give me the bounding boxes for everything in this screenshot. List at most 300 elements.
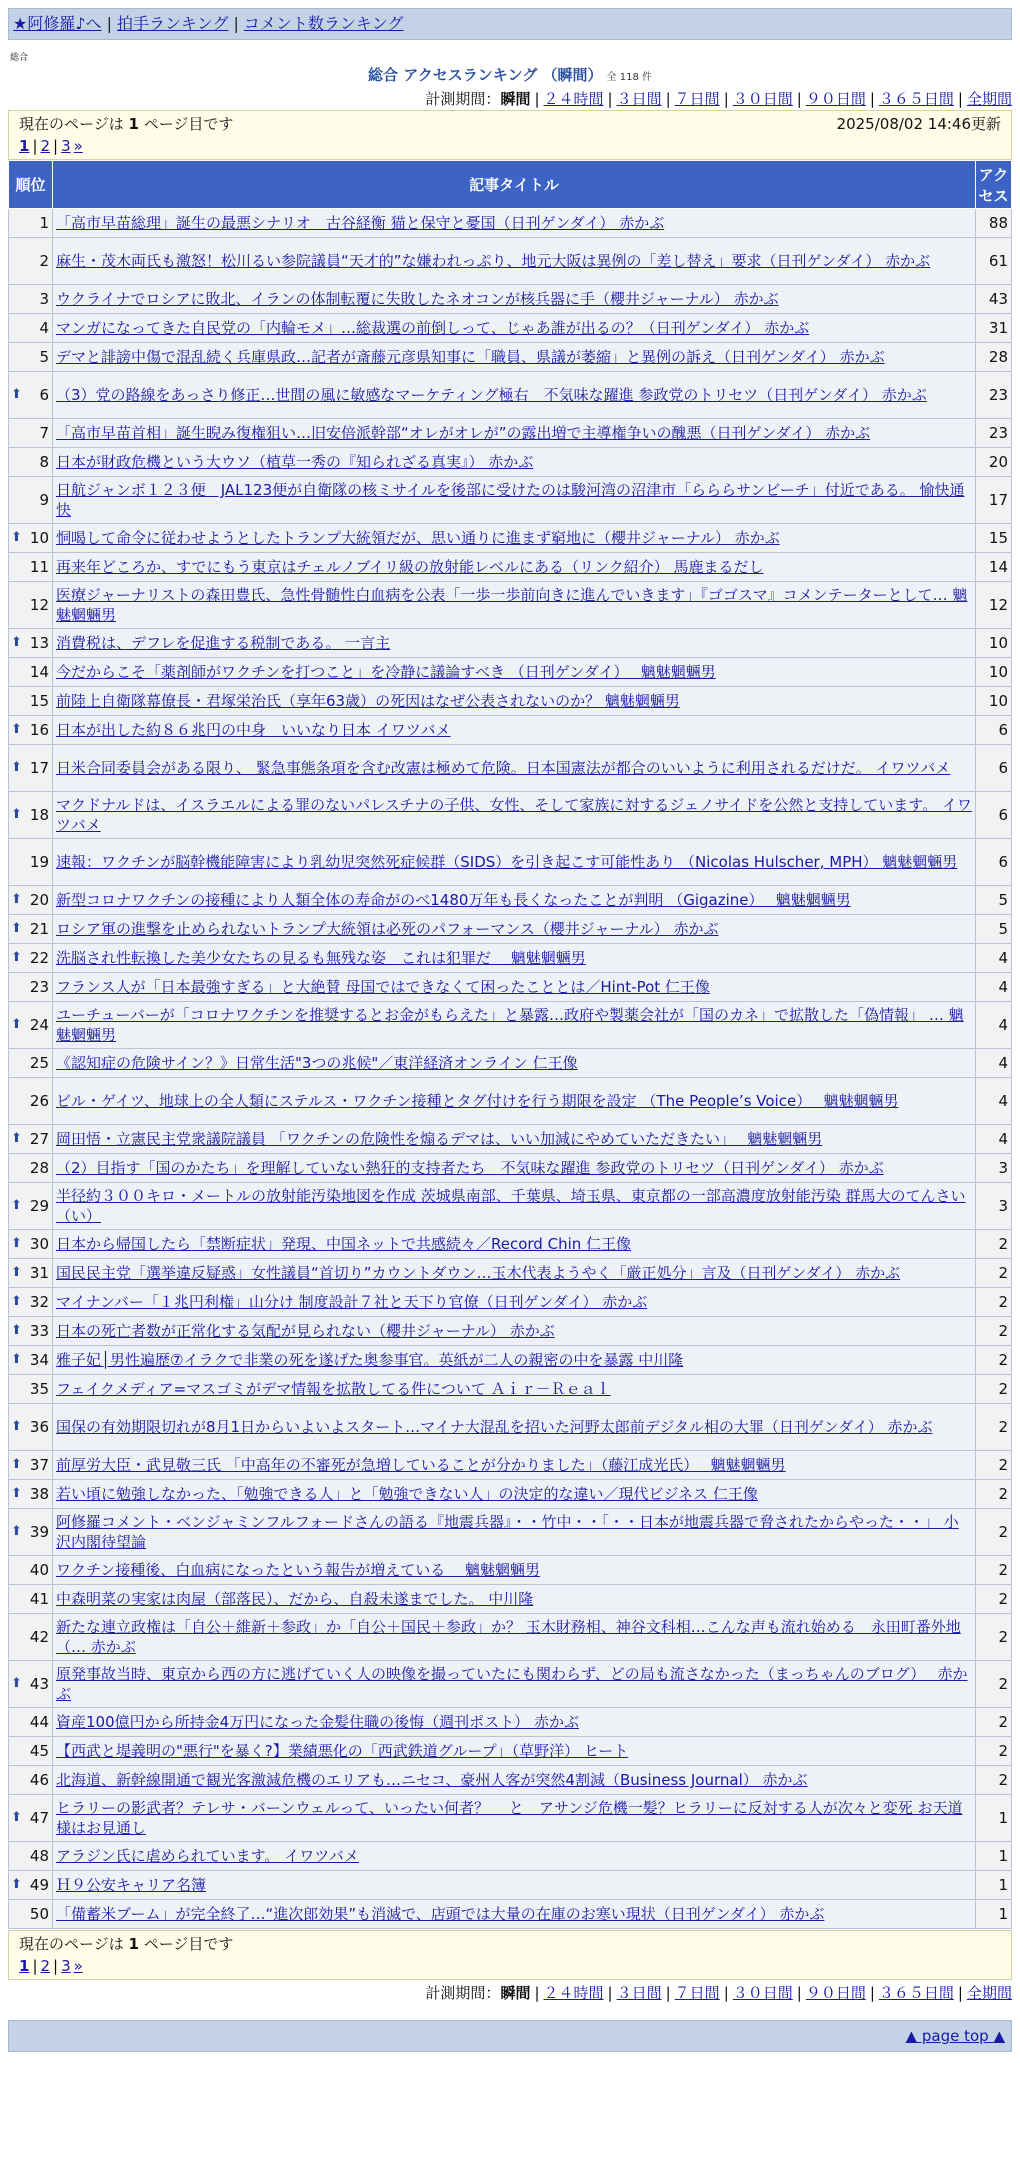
- access-count: 2: [976, 1708, 1012, 1737]
- pager-next-link[interactable]: »: [73, 1957, 83, 1975]
- up-arrow-icon: ⬆: [11, 1877, 22, 1892]
- article-link[interactable]: 新型コロナワクチンの接種により人類全体の寿命がのべ1480万年も長くなったことが判明 （Gigazine） 魑魅魍魎男: [56, 891, 851, 909]
- access-count: 61: [976, 238, 1012, 285]
- home-link[interactable]: ★阿修羅♪へ: [13, 14, 102, 33]
- article-link[interactable]: ワクチン接種後、白血病になったという報告が増えている 魑魅魍魎男: [56, 1561, 541, 1579]
- table-row: [9, 419, 1012, 448]
- period-link[interactable]: 全期間: [966, 1984, 1012, 2002]
- rank-number: 48: [29, 1847, 49, 1865]
- rank-number: 24: [29, 1016, 49, 1034]
- table-row: [9, 285, 1012, 314]
- table-row: [9, 448, 1012, 477]
- rank-cell: [9, 314, 53, 343]
- rank-number: 44: [29, 1713, 49, 1731]
- period-label: 計測期間：: [425, 1984, 501, 2002]
- up-arrow-icon: ⬆: [11, 1524, 22, 1539]
- rank-number: 22: [29, 949, 49, 967]
- title-cell: [53, 1509, 976, 1556]
- access-count: 23: [976, 372, 1012, 419]
- rank-header: 順位: [9, 161, 53, 209]
- table-row: [9, 1842, 1012, 1871]
- access-count: 12: [976, 582, 1012, 629]
- title-cell: [53, 629, 976, 658]
- rank-cell: [9, 1259, 53, 1288]
- up-arrow-icon: ⬆: [11, 635, 22, 650]
- pager-next-link[interactable]: »: [73, 137, 83, 155]
- access-count: 2: [976, 1288, 1012, 1317]
- access-count: 10: [976, 687, 1012, 716]
- table-row: [9, 1002, 1012, 1049]
- rank-cell: [9, 745, 53, 792]
- period-link[interactable]: ３６５日間: [878, 1984, 954, 2002]
- title-cell: [53, 285, 976, 314]
- rank-number: 4: [39, 319, 49, 337]
- rank-cell: [9, 1049, 53, 1078]
- title-cell: [53, 1842, 976, 1871]
- article-link[interactable]: 日本の死亡者数が正常化する気配が見られない（櫻井ジャーナル） 赤かぶ: [56, 1322, 555, 1340]
- rank-cell: [9, 1766, 53, 1795]
- title-cell: [53, 1375, 976, 1404]
- table-row: [9, 1154, 1012, 1183]
- title-cell: [53, 1183, 976, 1230]
- up-arrow-icon: ⬆: [11, 387, 22, 402]
- page-top-link[interactable]: ▲ page top ▲: [905, 2027, 1005, 2045]
- table-row: [9, 629, 1012, 658]
- rank-number: 17: [29, 759, 49, 777]
- table-row: [9, 1259, 1012, 1288]
- page-info-top: [8, 110, 1012, 160]
- rank-cell: [9, 1154, 53, 1183]
- rank-number: 3: [39, 290, 49, 308]
- rank-number: 7: [39, 424, 49, 442]
- access-count: 17: [976, 477, 1012, 524]
- title-cell: [53, 687, 976, 716]
- article-link[interactable]: 国保の有効期限切れが8月1日からいよいよスタート…マイナ大混乱を招いた河野太郎前デジタル相の大罪（日刊ゲンダイ） 赤かぶ: [56, 1418, 933, 1436]
- rank-cell: [9, 1585, 53, 1614]
- period-link[interactable]: ７日間: [674, 1984, 720, 2002]
- title-header: 記事タイトル: [53, 161, 976, 209]
- table-row: [9, 687, 1012, 716]
- title-cell: [53, 1288, 976, 1317]
- rank-number: 28: [29, 1159, 49, 1177]
- table-row: [9, 1708, 1012, 1737]
- rank-cell: [9, 582, 53, 629]
- rank-cell: [9, 886, 53, 915]
- article-link[interactable]: ユーチューバーが「コロナワクチンを推奨するとお金がもらえた」と暴露…政府や製薬会社が「国のカネ」で拡散した「偽情報」 … 魑魅魍魎男: [56, 1006, 964, 1044]
- rank-cell: [9, 1404, 53, 1451]
- access-count: 2: [976, 1404, 1012, 1451]
- rank-number: 49: [29, 1876, 49, 1894]
- access-count: 14: [976, 553, 1012, 582]
- rank-number: 6: [39, 386, 49, 404]
- rank-number: 13: [29, 634, 49, 652]
- rank-number: 47: [29, 1809, 49, 1827]
- article-link[interactable]: ロシア軍の進撃を止められないトランプ大統領は必死のパフォーマンス（櫻井ジャーナル） 赤かぶ: [56, 920, 719, 938]
- period-separator: |: [869, 1984, 875, 2002]
- current-page-text: 現在のページは 1 ページ目です: [19, 115, 234, 133]
- period-link[interactable]: ９０日間: [805, 1984, 866, 2002]
- up-arrow-icon: ⬆: [11, 1131, 22, 1146]
- title-cell: [53, 1002, 976, 1049]
- access-count: 2: [976, 1661, 1012, 1708]
- rank-cell: [9, 1871, 53, 1900]
- article-link[interactable]: 若い頃に勉強しなかった、「勉強できる人」と「勉強できない人」の決定的な違い／現代ビジネス 仁王像: [56, 1485, 758, 1503]
- access-count: 2: [976, 1375, 1012, 1404]
- rank-cell: [9, 716, 53, 745]
- rank-number: 1: [39, 214, 49, 232]
- ranking-table: [8, 160, 1012, 1929]
- article-link[interactable]: 日本が財政危機という大ウソ（植草一秀の『知られざる真実』） 赤かぶ: [56, 453, 534, 471]
- article-link[interactable]: 新たな連立政権は「自公＋維新＋参政」か「自公＋国民＋参政」か？ 玉木財務相、神谷文科相…こんな声も流れ始める 永田町番外地（… 赤かぶ: [56, 1618, 961, 1656]
- up-arrow-icon: ⬆: [11, 1457, 22, 1472]
- nav-separator: |: [233, 14, 239, 33]
- title-cell: [53, 915, 976, 944]
- rank-cell: [9, 973, 53, 1002]
- up-arrow-icon: ⬆: [11, 1323, 22, 1338]
- article-link[interactable]: ビル・ゲイツ、地球上の全人類にステルス・ワクチン接種とタグ付けを行う期限を設定 （The People’s Voice） 魑魅魍魎男: [56, 1092, 899, 1110]
- rank-number: 29: [29, 1197, 49, 1215]
- pager-separator: |: [53, 1957, 59, 1975]
- period-separator: |: [534, 90, 540, 108]
- period-link[interactable]: ２４時間: [543, 1984, 604, 2002]
- table-row: [9, 372, 1012, 419]
- access-count: 4: [976, 1078, 1012, 1125]
- article-link[interactable]: 「備蓄米ブーム」が完全終了…“進次郎効果”も消滅で、店頭では大量の在庫のお寒い現状（日刊ゲンダイ） 赤かぶ: [56, 1905, 825, 1923]
- article-link[interactable]: 前厚労大臣・武見敬三氏 「中高年の不審死が急増していることが分かりました」（藤江成光氏） 魑魅魍魎男: [56, 1456, 786, 1474]
- table-row: [9, 1556, 1012, 1585]
- title-cell: [53, 1317, 976, 1346]
- access-count: 31: [976, 314, 1012, 343]
- rank-number: 36: [29, 1418, 49, 1436]
- table-row: [9, 1585, 1012, 1614]
- table-row: [9, 238, 1012, 285]
- article-link[interactable]: 日航ジャンボ１２３便 JAL123便が自衛隊の核ミサイルを後部に受けたのは駿河湾の沼津市「らららサンビーチ」付近である。 愉快通快: [56, 481, 965, 519]
- access-count: 1: [976, 1900, 1012, 1929]
- table-row: [9, 1230, 1012, 1259]
- article-link[interactable]: 麻生・茂木両氏も激怒！松川るい参院議員“天才的”な嫌われっぷり、地元大阪は異例の「差し替え」要求（日刊ゲンダイ） 赤かぶ: [56, 252, 931, 270]
- table-row: [9, 1288, 1012, 1317]
- rank-number: 9: [39, 491, 49, 509]
- article-link[interactable]: 速報：ワクチンが脳幹機能障害により乳幼児突然死症候群（SIDS）を引き起こす可能性あり （Nicolas Hulscher, MPH） 魑魅魍魎男: [56, 853, 958, 871]
- table-row: [9, 1404, 1012, 1451]
- rank-number: 40: [29, 1561, 49, 1579]
- up-arrow-icon: ⬆: [11, 1017, 22, 1032]
- access-count: 4: [976, 973, 1012, 1002]
- access-count: 6: [976, 716, 1012, 745]
- up-arrow-icon: ⬆: [11, 1236, 22, 1251]
- rank-number: 41: [29, 1590, 49, 1608]
- article-link[interactable]: 原発事故当時、東京から西の方に逃げていく人の映像を撮っていたにも関わらず、どの局も流さなかった（まっちゃんのブログ） 赤かぶ: [56, 1665, 968, 1703]
- rank-number: 45: [29, 1742, 49, 1760]
- article-link[interactable]: 消費税は、デフレを促進する税制である。 一言主: [56, 634, 391, 652]
- comment-ranking-link[interactable]: コメント数ランキング: [243, 14, 404, 33]
- access-count: 6: [976, 839, 1012, 886]
- rank-number: 14: [29, 663, 49, 681]
- table-row: [9, 1614, 1012, 1661]
- rank-cell: [9, 1288, 53, 1317]
- title-cell: [53, 1154, 976, 1183]
- article-link[interactable]: マクドナルドは、イスラエルによる罪のないパレスチナの子供、女性、そして家族に対するジェノサイドを公然と支持しています。 イワツバメ: [56, 796, 972, 834]
- item-count: 全 118 件: [606, 72, 652, 83]
- pager-separator: |: [32, 137, 38, 155]
- rank-cell: [9, 1556, 53, 1585]
- article-link[interactable]: ウクライナでロシアに敗北、イランの体制転覆に失敗したネオコンが核兵器に手（櫻井ジャーナル） 赤かぶ: [56, 290, 779, 308]
- rank-cell: [9, 1078, 53, 1125]
- rank-number: 33: [29, 1322, 49, 1340]
- rank-number: 38: [29, 1485, 49, 1503]
- article-link[interactable]: アラジン氏に虐められています。 イワツバメ: [56, 1847, 359, 1865]
- article-link[interactable]: 岡田悟・立憲民主党衆議院議員 「ワクチンの危険性を煽るデマは、いい加減にやめていただきたい」 魑魅魍魎男: [56, 1130, 823, 1148]
- period-separator: |: [796, 1984, 802, 2002]
- access-count: 1: [976, 1842, 1012, 1871]
- period-separator: |: [665, 1984, 671, 2002]
- rank-number: 32: [29, 1293, 49, 1311]
- up-arrow-icon: ⬆: [11, 1419, 22, 1434]
- period-separator: |: [957, 1984, 963, 2002]
- period-link[interactable]: ３日間: [616, 1984, 662, 2002]
- pager-page-link[interactable]: 3: [61, 137, 71, 155]
- rank-number: 46: [29, 1771, 49, 1789]
- rank-number: 43: [29, 1675, 49, 1693]
- rank-cell: [9, 238, 53, 285]
- title-cell: [53, 716, 976, 745]
- rank-cell: [9, 1708, 53, 1737]
- title-cell: [53, 1556, 976, 1585]
- rank-number: 12: [29, 596, 49, 614]
- top-nav: [8, 8, 1012, 40]
- up-arrow-icon: ⬆: [11, 807, 22, 822]
- period-link[interactable]: ３日間: [616, 90, 662, 108]
- title-cell: [53, 1795, 976, 1842]
- rank-cell: [9, 448, 53, 477]
- rank-cell: [9, 553, 53, 582]
- period-separator: |: [723, 90, 729, 108]
- access-count: 2: [976, 1737, 1012, 1766]
- article-link[interactable]: デマと誹謗中傷で混乱続く兵庫県政…記者が斎藤元彦県知事に「職員、県議が萎縮」と異例の訴え（日刊ゲンダイ） 赤かぶ: [56, 348, 885, 366]
- article-link[interactable]: （3）党の路線をあっさり修正…世間の風に敏感なマーケティング極右 不気味な躍進 参政党のトリセツ（日刊ゲンダイ） 赤かぶ: [56, 386, 927, 404]
- rank-cell: [9, 839, 53, 886]
- rank-cell: [9, 1661, 53, 1708]
- pager-bottom: [19, 1955, 1001, 1977]
- table-row: [9, 1346, 1012, 1375]
- article-link[interactable]: 半径約３００キロ・メートルの放射能汚染地図を作成 茨城県南部、千葉県、埼玉県、東京都の一部高濃度放射能汚染 群馬大のてんさい（い）: [56, 1187, 966, 1225]
- article-link[interactable]: フランス人が「日本最強すぎる」と大絶賛 母国ではできなくて困ったこととは／Hint-Pot 仁王像: [56, 978, 710, 996]
- pager-page-link[interactable]: 3: [61, 1957, 71, 1975]
- page-info-bottom: [8, 1930, 1012, 1980]
- period-link[interactable]: ２４時間: [543, 90, 604, 108]
- access-count: 23: [976, 419, 1012, 448]
- period-link[interactable]: ３６５日間: [878, 90, 954, 108]
- title-cell: [53, 1585, 976, 1614]
- title-cell: [53, 792, 976, 839]
- title-cell: [53, 944, 976, 973]
- period-separator: |: [869, 90, 875, 108]
- access-count: 4: [976, 1002, 1012, 1049]
- article-link[interactable]: 雅子妃│男性遍歴⑦イラクで非業の死を遂げた奥参事官。英紙が二人の親密の中を暴露 中川隆: [56, 1351, 684, 1369]
- rank-number: 31: [29, 1264, 49, 1282]
- up-arrow-icon: ⬆: [11, 1294, 22, 1309]
- article-link[interactable]: 再来年どころか、すでにもう東京はチェルノブイリ級の放射能レベルにある（リンク紹介） 馬鹿まるだし: [56, 558, 764, 576]
- table-row: [9, 1451, 1012, 1480]
- period-separator: |: [957, 90, 963, 108]
- title-cell: [53, 419, 976, 448]
- title-cell: [53, 582, 976, 629]
- article-link[interactable]: マンガになってきた自民党の「内輪モメ」…総裁選の前倒しって、じゃあ誰が出るの？（日刊ゲンダイ） 赤かぶ: [56, 319, 810, 337]
- table-row: [9, 343, 1012, 372]
- rank-cell: [9, 1451, 53, 1480]
- ranking-title: 総合 アクセスランキング （瞬間）: [368, 66, 603, 84]
- up-arrow-icon: ⬆: [11, 530, 22, 545]
- access-count: 2: [976, 1585, 1012, 1614]
- title-cell: [53, 1230, 976, 1259]
- rank-cell: [9, 1795, 53, 1842]
- updated-time: 2025/08/02 14:46更新: [836, 115, 1001, 133]
- rank-number: 50: [29, 1905, 49, 1923]
- page-title: [8, 65, 1012, 88]
- table-row: [9, 1661, 1012, 1708]
- article-link[interactable]: 阿修羅コメント・ベンジャミンフルフォードさんの語る『地震兵器』・・竹中・・「・・日本が地震兵器で脅されたからやった・・」 小沢内閣待望論: [56, 1513, 959, 1551]
- rank-cell: [9, 687, 53, 716]
- period-link[interactable]: 全期間: [966, 90, 1012, 108]
- table-row: [9, 839, 1012, 886]
- pager-page-link[interactable]: 1: [19, 137, 30, 155]
- title-cell: [53, 1766, 976, 1795]
- table-row: [9, 716, 1012, 745]
- table-row: [9, 1375, 1012, 1404]
- title-cell: [53, 1078, 976, 1125]
- rank-cell: [9, 1002, 53, 1049]
- title-cell: [53, 839, 976, 886]
- rank-cell: [9, 915, 53, 944]
- rank-number: 39: [29, 1523, 49, 1541]
- access-count: 1: [976, 1795, 1012, 1842]
- table-row: [9, 1795, 1012, 1842]
- access-count: 4: [976, 1049, 1012, 1078]
- rank-cell: [9, 1375, 53, 1404]
- article-link[interactable]: 恫喝して命令に従わせようとしたトランプ大統領だが、思い通りに進まず窮地に（櫻井ジャーナル） 赤かぶ: [56, 529, 780, 547]
- article-link[interactable]: 「高市早苗総理」誕生の最悪シナリオ 古谷経衡 猫と保守と憂国（日刊ゲンダイ） 赤かぶ: [56, 214, 665, 232]
- up-arrow-icon: ⬆: [11, 1676, 22, 1691]
- pager-page-link[interactable]: 1: [19, 1957, 30, 1975]
- article-link[interactable]: （2）目指す「国のかたち」を理解していない熱狂的支持者たち 不気味な躍進 参政党のトリセツ（日刊ゲンダイ） 赤かぶ: [56, 1159, 884, 1177]
- period-separator: |: [534, 1984, 540, 2002]
- article-link[interactable]: 今だからこそ「薬剤師がワクチンを打つこと」を冷静に議論すべき （日刊ゲンダイ） 魑魅魍魎男: [56, 663, 716, 681]
- article-link[interactable]: 資産100億円から所持金4万円になった金髪住職の後悔（週刊ポスト） 赤かぶ: [56, 1713, 579, 1731]
- article-link[interactable]: マイナンバー「１兆円利権」山分け 制度設計７社と天下り官僚（日刊ゲンダイ） 赤かぶ: [56, 1293, 648, 1311]
- article-link[interactable]: 医療ジャーナリストの森田豊氏、急性骨髄性白血病を公表「一歩一歩前向きに進んでいきます」『ゴゴスマ』コメンテーターとして… 魑魅魍魎男: [56, 586, 968, 624]
- period-label: 計測期間：: [425, 90, 501, 108]
- title-cell: [53, 209, 976, 238]
- article-link[interactable]: 前陸上自衛隊幕僚長・君塚栄治氏（享年63歳）の死因はなぜ公表されないのか？ 魑魅魍魎男: [56, 692, 680, 710]
- rank-number: 16: [29, 721, 49, 739]
- title-cell: [53, 238, 976, 285]
- up-arrow-icon: ⬆: [11, 1265, 22, 1280]
- period-current: 瞬間: [500, 1984, 531, 2002]
- period-link[interactable]: ３０日間: [732, 90, 793, 108]
- period-link[interactable]: ３０日間: [732, 1984, 793, 2002]
- title-cell: [53, 1259, 976, 1288]
- rank-cell: [9, 524, 53, 553]
- period-separator: |: [665, 90, 671, 108]
- table-row: [9, 1480, 1012, 1509]
- table-row: [9, 658, 1012, 687]
- article-link[interactable]: 洗脳され性転換した美少女たちの見るも無残な姿 これは犯罪だ 魑魅魍魎男: [56, 949, 586, 967]
- up-arrow-icon: ⬆: [11, 950, 22, 965]
- rank-number: 23: [29, 978, 49, 996]
- article-link[interactable]: 「高市早苗首相」誕生睨み復権狙い…旧安倍派幹部“オレがオレが”の露出増で主導権争いの醜悪（日刊ゲンダイ） 赤かぶ: [56, 424, 871, 442]
- access-count: 10: [976, 629, 1012, 658]
- pager-page-link[interactable]: 2: [40, 1957, 51, 1975]
- rank-cell: [9, 1183, 53, 1230]
- article-link[interactable]: 日本から帰国したら「禁断症状」発現、中国ネットで共感続々／Record Chin 仁王像: [56, 1235, 632, 1253]
- article-link[interactable]: ヒラリーの影武者？テレサ・バーンウェルって、いったい何者？ と アサンジ危機一髪？ヒラリーに反対する人が次々と変死 お天道様はお見通し: [56, 1799, 963, 1837]
- rank-cell: [9, 209, 53, 238]
- rank-number: 37: [29, 1456, 49, 1474]
- access-count: 2: [976, 1509, 1012, 1556]
- access-count: 5: [976, 915, 1012, 944]
- title-cell: [53, 886, 976, 915]
- rank-number: 42: [29, 1628, 49, 1646]
- access-count: 2: [976, 1556, 1012, 1585]
- pager-separator: |: [32, 1957, 38, 1975]
- up-arrow-icon: ⬆: [11, 722, 22, 737]
- article-link[interactable]: 日本が出した約８６兆円の中身 いいなり日本 イワツバメ: [56, 721, 451, 739]
- table-row: [9, 944, 1012, 973]
- article-link[interactable]: 北海道、新幹線開通で観光客激減危機のエリアも…ニセコ、豪州人客が突然4割減（Business Journal） 赤かぶ: [56, 1771, 808, 1789]
- title-cell: [53, 1900, 976, 1929]
- access-count: 6: [976, 792, 1012, 839]
- article-link[interactable]: 《認知症の危険サイン？》日常生活"3つの兆候"／東洋経済オンライン 仁王像: [56, 1054, 578, 1072]
- period-link[interactable]: ９０日間: [805, 90, 866, 108]
- title-cell: [53, 372, 976, 419]
- article-link[interactable]: 日米合同委員会がある限り、 緊急事態条項を含む改憲は極めて危険。日本国憲法が都合のいいように利用されるだけだ。 イワツバメ: [56, 759, 951, 777]
- rank-cell: [9, 343, 53, 372]
- title-cell: [53, 524, 976, 553]
- title-cell: [53, 1614, 976, 1661]
- access-header: アクセス: [976, 161, 1012, 209]
- article-link[interactable]: 国民民主党「選挙違反疑惑」女性議員“首切り”カウントダウン…玉木代表ようやく「厳正処分」言及（日刊ゲンダイ） 赤かぶ: [56, 1264, 901, 1282]
- article-link[interactable]: フェイクメディア=マスゴミがデマ情報を拡散してる件について Ａｉｒ－Ｒｅａｌ: [56, 1380, 611, 1398]
- article-link[interactable]: Ｈ９公安キャリア名簿: [56, 1876, 207, 1894]
- access-count: 2: [976, 1614, 1012, 1661]
- period-link[interactable]: ７日間: [674, 90, 720, 108]
- rank-cell: [9, 477, 53, 524]
- rank-cell: [9, 1317, 53, 1346]
- title-cell: [53, 1451, 976, 1480]
- period-separator: |: [607, 1984, 613, 2002]
- clap-ranking-link[interactable]: 拍手ランキング: [116, 14, 229, 33]
- access-count: 88: [976, 209, 1012, 238]
- rank-number: 20: [29, 891, 49, 909]
- pager-separator: |: [53, 137, 59, 155]
- nav-separator: |: [106, 14, 112, 33]
- access-count: 4: [976, 944, 1012, 973]
- table-row: [9, 1766, 1012, 1795]
- rank-cell: [9, 1842, 53, 1871]
- table-row: [9, 1317, 1012, 1346]
- pager-top: [19, 135, 1001, 157]
- article-link[interactable]: 【西武と堤義明の"悪行"を暴く?】業績悪化の「西武鉄道グループ」（草野洋） ヒート: [56, 1742, 629, 1760]
- pager-page-link[interactable]: 2: [40, 137, 51, 155]
- article-link[interactable]: 中森明菜の実家は肉屋（部落民）、だから、自殺未遂までした。 中川隆: [56, 1590, 534, 1608]
- rank-number: 27: [29, 1130, 49, 1148]
- title-cell: [53, 658, 976, 687]
- period-selector-top: [8, 88, 1012, 110]
- access-count: 3: [976, 1154, 1012, 1183]
- current-page-text: 現在のページは 1 ページ目です: [19, 1935, 234, 1953]
- access-count: 6: [976, 745, 1012, 792]
- access-count: 4: [976, 1125, 1012, 1154]
